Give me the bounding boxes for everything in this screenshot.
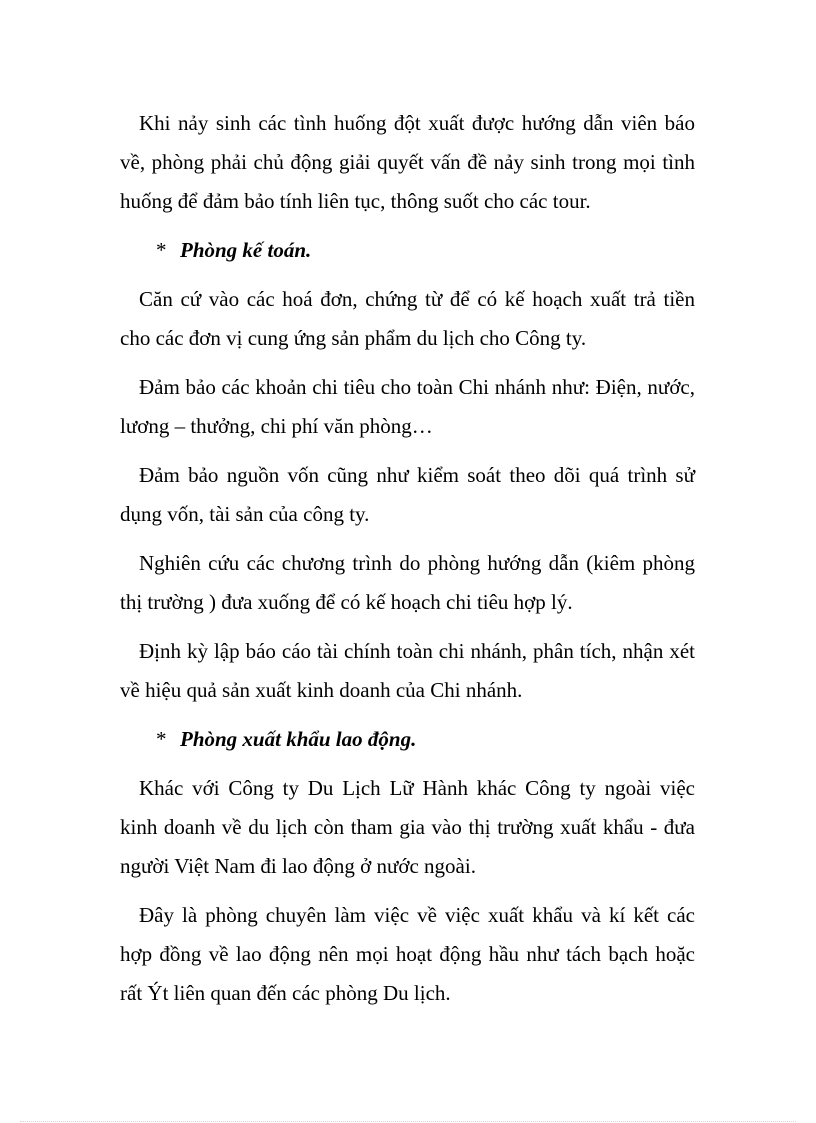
bullet-asterisk: * — [156, 238, 167, 262]
paragraph-labor-export-intro: Khác với Công ty Du Lịch Lữ Hành khác Công ty ngoài việc kinh doanh về du lịch còn tham gia vào thị trường xuất khẩu - đưa người Việt Nam đi lao động ở nước ngoài. — [120, 776, 695, 878]
page-bottom-divider — [20, 1121, 796, 1122]
heading-labor-export-department — [156, 720, 695, 759]
bullet-asterisk: * — [156, 727, 167, 751]
paragraph-financial-report: Định kỳ lập báo cáo tài chính toàn chi nhánh, phân tích, nhận xét về hiệu quả sản xuất kinh doanh của Chi nhánh. — [120, 639, 695, 702]
paragraph-program-research: Nghiên cứu các chương trình do phòng hướng dẫn (kiêm phòng thị trường ) đưa xuống để có kế hoạch chi tiêu hợp lý. — [120, 551, 695, 614]
paragraph-capital-control: Đảm bảo nguồn vốn cũng như kiểm soát theo dõi quá trình sử dụng vốn, tài sản của công ty. — [120, 463, 695, 526]
paragraph-labor-export-role: Đây là phòng chuyên làm việc về việc xuất khẩu và kí kết các hợp đồng về lao động nên mọi hoạt động hầu như tách bạch hoặc rất Ýt liên quan đến các phòng Du lịch. — [120, 903, 695, 1005]
paragraph-invoices: Căn cứ vào các hoá đơn, chứng từ để có kế hoạch xuất trả tiền cho các đơn vị cung ứng sản phẩm du lịch cho Công ty. — [120, 287, 695, 350]
heading-labor-export-label: Phòng xuất khẩu lao động. — [180, 727, 417, 751]
document-page — [120, 104, 695, 1023]
heading-accounting-label: Phòng kế toán. — [180, 238, 312, 262]
paragraph-tour-incidents: Khi nảy sinh các tình huống đột xuất được hướng dẫn viên báo về, phòng phải chủ động giải quyết vấn đề nảy sinh trong mọi tình huống để đảm bảo tính liên tục, thông suốt cho các tour. — [120, 111, 695, 213]
heading-accounting-department — [156, 231, 695, 270]
paragraph-expenses: Đảm bảo các khoản chi tiêu cho toàn Chi nhánh như: Điện, nước, lương – thưởng, chi phí văn phòng… — [120, 375, 695, 438]
